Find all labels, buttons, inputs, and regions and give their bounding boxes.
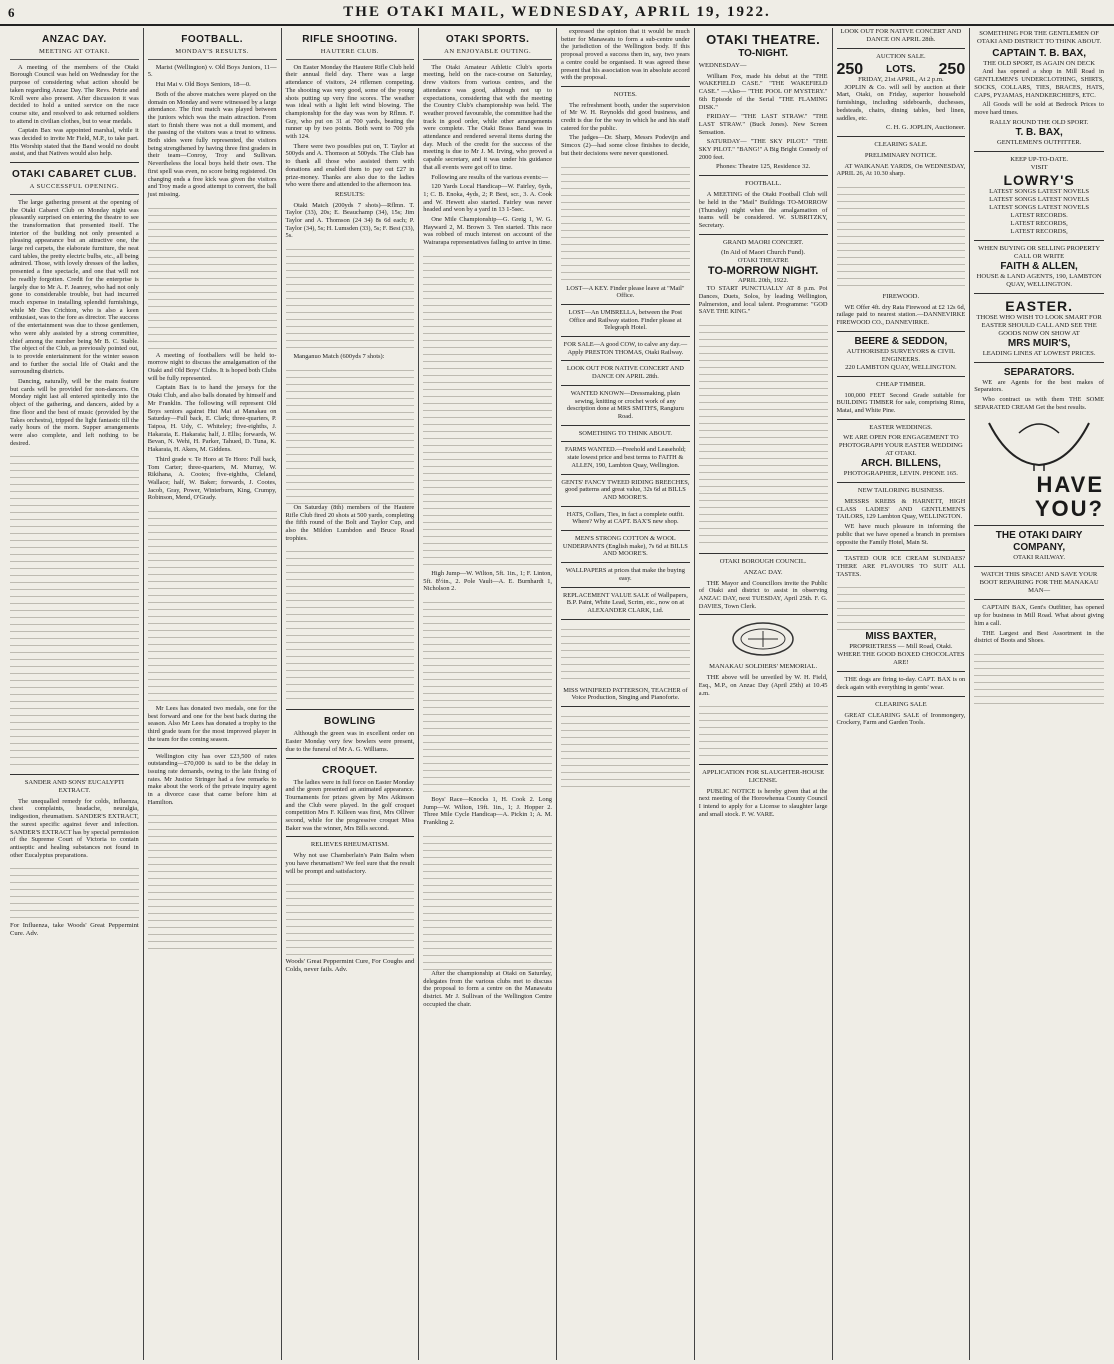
result-line: Marist (Wellington) v. Old Boys Juniors, 11—5. xyxy=(147,63,277,79)
article-text: There were two possibles put on, T. Taylor at 500yds and A. Thomson at 500yds. The Club has to thank all those who assisted them with donations and enabled them to pay out £27 in prize-money. Thanks are also due to the ladies who were there and attended to the afternoon tea. xyxy=(285,142,415,189)
divider xyxy=(837,48,966,49)
divider xyxy=(699,234,828,235)
land-agents: HOUSE & LAND AGENTS, 190, LAMBTON QUAY, WELLINGTON. xyxy=(976,272,1102,288)
subhead-mondays-results: MONDAY'S RESULTS. xyxy=(148,48,277,60)
headline-eucalypti: SANDER AND SONS' EUCALYPTI EXTRACT. xyxy=(24,779,124,795)
outfitter: GENTLEMEN'S OUTFITTER. xyxy=(996,138,1082,146)
headline-clearing-sale-2: CLEARING SALE xyxy=(875,700,927,708)
classified-underpants: MEN'S STRONG COTTON & WOOL UNDERPANTS (English make), 7s 6d at BILLS AND MOORE'S. xyxy=(561,531,690,563)
classified-lost-key: LOST—A KEY. Finder please leave at "Mail" Office. xyxy=(561,281,690,305)
program-text: SATURDAY— "THE SKY PILOT." "THE SKY PILOT." "BANG!" A Big Bright Comedy of 2000 feet. xyxy=(698,138,828,161)
divider xyxy=(837,136,966,137)
headline-football-notice: FOOTBALL. xyxy=(745,180,782,188)
headline-auction-sale: AUCTION SALE. xyxy=(876,53,926,60)
divider xyxy=(699,553,828,554)
headline-otaki-sports: OTAKI SPORTS. xyxy=(445,34,530,45)
classified-hats-collars: HATS, Collars, Ties, in fact a complete outfit. Where? Why at CAPT. BAX'S new shop. xyxy=(561,507,690,531)
article-text: On Saturday (8th) members of the Hautere Rifle Club fired 20 shots at 500 yards, completing the fifth round of the Bolt and Taylor Cup, and also the Mildon Lumbdon and Bruce Road trophies. xyxy=(285,503,415,542)
classified-something-to-think: SOMETHING TO THINK ABOUT. xyxy=(561,426,690,443)
score-table xyxy=(286,545,415,705)
result-line: Hui Mai v. Old Boys Seniors, 18—0. xyxy=(155,81,251,89)
advert-text: TASTED OUR ICE CREAM SUNDAES? THERE ARE FLAVOURS TO SUIT ALL TASTES. xyxy=(836,555,966,578)
surveyors-address: 220 LAMBTON QUAY, WELLINGTON. xyxy=(845,363,957,371)
article-text: Manganuo Match (600yds 7 shots): xyxy=(293,353,385,361)
native-concert-notice: LOOK OUT FOR NATIVE CONCERT AND DANCE ON APRIL 28th. xyxy=(840,28,962,43)
lots-banner xyxy=(836,60,966,78)
divider xyxy=(974,566,1104,567)
returned-soldiers-emblem xyxy=(728,619,798,659)
subhead-enjoyable-outing: AN ENJOYABLE OUTING. xyxy=(423,48,552,60)
article-text: Dancing, naturally, will be the main feature but cards will be provided for non-dancers. On Monday night last all entered spiritedly into the object of the gathering, and dancers, aided by a fine floor and the best of music (provided by the Takes orchestra), tripped the light fantastic till the early hours of the morn. Supper arrangements were also complete, and left nothing to be desired. xyxy=(10,378,139,447)
article-text: expressed the opinion that it would be much better for Manawatu to form a sub-centre under the jurisdiction of the Wellington body. If this proposal proved a success then in, say, two years a centre could be organised. It was agreed these present that his association was in absolute accord with the proposal. xyxy=(561,28,690,82)
divider xyxy=(837,482,966,483)
headline-relieves-rheumatism: RELIEVES RHEUMATISM. xyxy=(310,841,389,849)
headline-rifle-shooting: RIFLE SHOOTING. xyxy=(302,34,398,45)
text-block xyxy=(148,202,277,352)
advert-text: And has opened a shop in Mill Road in GENTLEMEN'S UNDERCLOTHING, SHIRTS, SOCKS, COLLARS, TIES, BRACES, HATS, CAPS, PYJAMAS, HANDKERCHIEFS, ETC. xyxy=(974,68,1104,99)
advert-text: WE have much pleasure in informing the public that we have opened a branch in premises opposite the Family Hotel, Main St. xyxy=(836,523,966,546)
you-text: YOU? xyxy=(1034,496,1104,522)
arch-billens: ARCH. BILLENS, xyxy=(860,458,941,470)
chocolates: WHERE THE GOOD BOXED CHOCOLATES ARE! xyxy=(837,651,965,667)
headline-clearing-sale: CLEARING SALE. xyxy=(874,141,928,149)
divider xyxy=(974,240,1104,241)
article-text: 120 Yards Local Handicap—W. Fairley, 6yds, 1; C. B. Enoka, 4yds, 2; P. Best, scr., 3. A. Cook and W. Hewett also started. Fairley was never headed and won by a yard in 13 1-5sec. xyxy=(423,183,552,214)
column-3 xyxy=(282,28,420,1360)
have-text: HAVE xyxy=(1036,472,1104,498)
article-text: Captain Bax was appointed marshal, while it was decided to invite Mr Field, M.P., to take part. His Worship stated that the Band would no doubt assist, and that Natives would also help. xyxy=(10,127,139,158)
headline-football: FOOTBALL. xyxy=(181,34,243,45)
surveyors-label: AUTHORISED SURVEYORS & CIVIL ENGINEERS. xyxy=(846,347,956,363)
latest-records: LATEST RECORDS. xyxy=(1010,211,1068,219)
notice-text: PUBLIC NOTICE is hereby given that at the next meeting of the Horowhenua County Council I intend to apply for a License to slaughter large and small stock. F. W. VARE. xyxy=(698,787,828,818)
advert-text: The unequalled remedy for colds, influenza, chest complaints, headache, neuralgia, indigestion, rheumatism. SANDER'S EXTRACT, the surest specific against fever and infection. SANDER'S EXTRACT has by special permission of the Supreme Court of Victoria to contain antiseptic and healing substances not found in other Eucalyptus preparations. xyxy=(10,797,139,859)
classified-replacement-sale: REPLACEMENT VALUE SALE of Wallpapers, B.P. Paint, White Lead, Scrim, etc., now on at ALEXANDER CLARK, Ltd. xyxy=(561,588,690,620)
headline-bowling: BOWLING xyxy=(323,716,376,728)
divider xyxy=(10,774,139,775)
divider xyxy=(974,362,1104,363)
score-table xyxy=(286,364,415,504)
newspaper-columns xyxy=(6,28,1108,1360)
text-block xyxy=(423,250,552,570)
headline-cheap-timber: CHEAP TIMBER. xyxy=(876,380,926,388)
latest-records: LATEST RECORDS, xyxy=(1010,219,1068,227)
theatre-phones: Phones: Theatre 125, Residence 32. xyxy=(715,163,811,171)
latest-line: LATEST SONGS LATEST NOVELS xyxy=(989,187,1090,195)
easter-heading: EASTER. xyxy=(1005,297,1073,314)
text-block xyxy=(699,700,828,760)
advert-text: WE Offer 4ft. dry Rata Firewood at £2 12s 6d, railage paid to nearest station.—DANNEVIRKE FIREWOOD CO., DANNEVIRKE. xyxy=(836,303,966,327)
faith-allen: FAITH & ALLEN, xyxy=(1000,260,1078,272)
text-block xyxy=(561,623,690,683)
advert-text: JOPLIN & Co. will sell by auction at their Mart, Otaki, on Friday, superior household furnishings, including sideboards, duchesses, bedsteads, chairs, dining tables, bed linen, saddles, etc. xyxy=(836,83,966,122)
lowrys: LOWRY'S xyxy=(1003,171,1075,188)
auction-date: FRIDAY, 21st APRIL, At 2 p.m. xyxy=(858,75,944,83)
classified-cow-for-sale: FOR SALE—A good COW, to calve any day.—Apply PRESTON THOMAS, Otaki Railway. xyxy=(561,337,690,361)
column-5 xyxy=(557,28,695,1360)
article-text: Captain Bax is to hand the jerseys for the Otaki Club, and also balls donated by himself and Mr Franklin. The following will represent Old Boys seniors against Hui Mai at Manakau on Saturday—Full back, E. Clark; three-quarters, P. Taipoa, H. Udy, C. Whiteley; five-eighths, J. Hakaraia, E. Hakaraia; half, J. Ellis; forwards, W. Bevan, N. Wehi, H. Parker, Tahued, D. Tuna, K. Hakaraia, H. Akers, M. Giddens. xyxy=(147,384,277,454)
headline-slaughterhouse: APPLICATION FOR SLAUGHTER-HOUSE LICENSE. xyxy=(702,769,825,784)
article-text: A meeting of the members of the Otaki Borough Council was held on Wednesday for the purpose of considering what action should be taken regarding Anzac Day. The Revs. Petrie and Kroll were also present. After discussion it was decided to hold a united service on the race course site, and resolved to ask returned soldiers to attend in civilian clothes, but to wear medals. xyxy=(10,63,139,125)
article-text: The ladies were in full force on Easter Monday and the green presented an animated appearance. Tournaments for prizes given by Mrs Atkinson and the Club were played. In the golf croquet competition Mrs F. Killeen was first, Mrs Olliver second, while for the progressive croquet Miss Baker was the winner, Mrs Bills second. xyxy=(285,778,415,832)
article-text: High Jump—W. Wilton, 5ft. 1in., 1; F. Linton, 5ft. 8½in., 2. Pole Vault—A. E. Burnhardt 1, Nicholson 2. xyxy=(423,569,552,593)
article-text: Following are results of the various events:— xyxy=(431,173,549,181)
subhead-preliminary: PRELIMINARY NOTICE. xyxy=(864,151,937,159)
advert-text: 100,000 FEET Second Grade suitable for BUILDING TIMBER for sale, comprising Rimu, Matai, and White Pine. xyxy=(836,391,966,414)
notice-text: A MEETING of the Otaki Football Club will be held in the "Mail" Buildings TO-MORROW (Thursday) night when the amalgamation of teams will be considered. W. SUBRITZKY, Secretary. xyxy=(698,191,828,229)
article-text: The Otaki Amateur Athletic Club's sports meeting, held on the race-course on Saturday, drew visitors from various centres, and the attendance was good, although not up to expectations, considering that with the meeting the Country Club's championship was held. The weather proved favourable, the committee had the track in good order, while other arrangements were complete. The Otaki Brass Band was in attendance and rendered several items during the day. Much of the credit for the success of the meeting is due to Mr J. M. Irving, who proved a capable secretary, and it was under his guidance that all events were got off to time. xyxy=(423,63,552,171)
divider xyxy=(699,175,828,176)
rally-round: RALLY ROUND THE OLD SPORT. xyxy=(989,118,1089,126)
subhead-anzac: ANZAC DAY. xyxy=(743,568,783,576)
headline-croquet: CROQUET. xyxy=(322,764,378,776)
footer-advert: Woods' Great Peppermint Cure, For Coughs and Colds, never fails. Adv. xyxy=(285,958,415,974)
masthead xyxy=(0,0,1114,26)
text-block xyxy=(10,862,139,922)
tb-bax: T. B. BAX, xyxy=(1015,126,1063,138)
concert-aid: (In Aid of Maori Church Fund). xyxy=(721,249,806,257)
visit-label: VISIT xyxy=(1030,163,1048,171)
classified-wanted-known: WANTED KNOWN—Dressmaking, plain sewing, knitting or crochet work of any description done at MRS SMITH'S, Rangiuru Road. xyxy=(561,386,690,426)
divider xyxy=(974,599,1104,600)
mrs-muirs: MRS MUIR'S, xyxy=(1007,337,1071,349)
text-block xyxy=(837,581,966,631)
advert-text: CAPTAIN BAX, Gent's Outfitter, has opened up for business in Mill Road. What about giving him a call. xyxy=(974,604,1104,627)
advert-text: AT WAIKANAE YARDS, On WEDNESDAY, APRIL 26, At 10.30 sharp. xyxy=(836,162,966,178)
advert-text: Who contract us with them THE SOME SEPARATED CREAM Get the best results. xyxy=(974,396,1104,411)
lot-count-right: 250 xyxy=(938,60,966,78)
divider xyxy=(148,748,277,749)
text-block xyxy=(561,710,690,790)
day-label-wednesday: WEDNESDAY— xyxy=(698,62,747,69)
classified-wallpapers: WALLPAPERS at prices that make the buying easy. xyxy=(561,563,690,587)
subhead-meeting: MEETING AT OTAKI. xyxy=(10,48,139,60)
keep-up-to-date: KEEP UP-TO-DATE. xyxy=(1010,155,1069,163)
column-1 xyxy=(6,28,144,1360)
divider xyxy=(974,151,1104,152)
beere-seddon: BEERE & SEDDON, xyxy=(854,335,948,347)
article-text: Third grade v. Te Horo at Te Horo: Full back, Tom Carter; three-quarters, M. Murray, W. Rikihana, A. Cootes; five-eighths, Cleland, Wallace; half, W. Baker; forwards, J. Cootes, Jacob, Gray, Power, Winterburn, King, Crumpy, Robinson, Mend, O'Grady. xyxy=(147,455,277,502)
headline-firewood: FIREWOOD. xyxy=(882,293,920,301)
divider xyxy=(837,376,966,377)
old-sport: THE OLD SPORT, IS AGAIN ON DECK xyxy=(983,60,1095,68)
divider xyxy=(837,671,966,672)
advert-text: THE Largest and Best Assortment in the district of Boots and Shoes. xyxy=(974,629,1104,645)
subhead-results: RESULTS: xyxy=(334,190,365,198)
headline-anzac-day: ANZAC DAY. xyxy=(42,34,107,45)
divider xyxy=(837,550,966,551)
notice-text: THE above will be unveiled by W. H. Field, Esq., M.P., on Anzac Day (April 25th) at 10.45 a.m. xyxy=(698,674,828,697)
article-text: After the championship at Otaki on Saturday, delegates from the various clubs met to discuss the proposal to form a centre on the Manawatu district. Mr J. Sullivan of the Wellington Centre occupied the chair. xyxy=(423,969,552,1008)
column-7 xyxy=(833,28,971,1360)
column-4 xyxy=(419,28,557,1360)
advert-text: THE dogs are firing to-day. CAPT. BAX is on deck again with everything in gents' wear. xyxy=(836,676,966,692)
headline-maori-concert: GRAND MAORI CONCERT. xyxy=(722,238,804,246)
photographer-label: PHOTOGRAPHER, LEVIN. PHONE 165. xyxy=(843,470,958,478)
headline-manakau-memorial: MANAKAU SOLDIERS' MEMORIAL. xyxy=(709,663,818,671)
proprietress: PROPRIETRESS — Mill Road, Otaki. xyxy=(849,643,953,651)
lots-label: LOTS. xyxy=(886,63,916,75)
subhead-opening: A SUCCESSFUL OPENING. xyxy=(10,183,139,195)
latest-line: LATEST SONGS LATEST NOVELS xyxy=(989,195,1090,203)
divider xyxy=(974,293,1104,294)
text-block xyxy=(423,830,552,970)
buying-selling: WHEN BUYING OR SELLING PROPERTY CALL OR WRITE xyxy=(978,244,1101,260)
otaki-railway: OTAKI RAILWAY. xyxy=(1013,554,1065,562)
headline-easter-weddings: EASTER WEDDINGS. xyxy=(869,423,933,431)
programme-list xyxy=(699,319,828,549)
column-2 xyxy=(144,28,282,1360)
footer-advert: For Influenza, take Woods' Great Peppermint Cure. Adv. xyxy=(10,922,139,938)
page-number: 6 xyxy=(8,5,16,20)
article-text: Although the green was in excellent order on Easter Monday very few bowlers were present, due to the funeral of Mr A. G. Williams. xyxy=(285,730,415,753)
divider xyxy=(837,419,966,420)
tomorrow-night-heading: TO-MORROW NIGHT. xyxy=(707,265,819,278)
article-text: On Easter Monday the Hautere Rifle Club held their annual field day. There was a large attendance of visitors, 24 riflemen competing. The shooting was very good, some of the young shots putting up very fine scores. The weather was ideal with a light left wind blowing. The championship for the day was won by Rflmn. F. Guy, who put on 31 at 700 yards, beating the runner up by two points. Both went to 700 yds with 124. xyxy=(285,63,415,141)
separators-heading: SEPARATORS. xyxy=(1003,366,1075,378)
subhead-hautere-club: HAUTERE CLUB. xyxy=(286,48,415,60)
article-text: The judges—Dr. Sharp, Messrs Podevijn and Simcox (2)—had some close finishes to decide, but their decisions were never questioned. xyxy=(561,134,690,157)
weddings-text: WE ARE OPEN FOR ENGAGEMENT TO PHOTOGRAPH YOUR EASTER WEDDING AT OTAKI. xyxy=(838,434,963,458)
article-text: Both of the above matches were played on the domain on Monday and were witnessed by a large attendance. The first match was played between the juniors which was the main attraction. From start to finish there was not a dull moment, and the passing of the visitors was a treat to witness. Both sides were fully represented, the visitors being strengthened by having three first graders in their team—Conroy, Troy and Sullivan. Nevertheless the local boys held their own. The first spell was even, no score being registered. On changing ends a free kick was given the visitors and Troy made a good attempt to convert, the ball just missing. xyxy=(147,90,277,198)
advert-text: WE are Agents for the best makes of Separators. xyxy=(974,378,1104,394)
headline-tailoring: NEW TAILORING BUSINESS. xyxy=(857,487,944,495)
advert-text: MESSRS KREBS & HARNETT, HIGH CLASS LADIES' AND GENTLEMEN'S TAILORS, 129 Lambton Quay, WELLINGTON. xyxy=(836,498,966,521)
headline-cabaret-club: OTAKI CABARET CLUB. xyxy=(11,169,137,181)
divider xyxy=(10,162,139,163)
article-text: Mr Lees has donated two medals, one for the best forward and one for the best back during the season. Also Mr Lees has donated a trophy to the third grade team for the most improved player in the team for the coming season. xyxy=(147,705,277,743)
classified-native-concert: LOOK OUT FOR NATIVE CONCERT AND DANCE ON APRIL 28th. xyxy=(561,361,690,385)
newspaper-title: THE OTAKI MAIL, WEDNESDAY, APRIL 19, 1922. xyxy=(343,4,771,20)
auctioneer: C. H. G. JOPLIN, Auctioneer. xyxy=(885,124,966,132)
divider xyxy=(286,709,415,710)
trophy-icon xyxy=(979,413,1099,471)
concert-date: APRIL 20th, 1922. xyxy=(737,277,789,285)
headline-notes: NOTES. xyxy=(613,90,637,98)
program-text: William Fox, made his debut at the "THE WAKEFIELD CASE." "THE WAKEFIELD CASE." —Also— "THE POOL OF MYSTERY." 6th Episode of the Serial "THE FLAMING DISK." xyxy=(698,72,828,111)
divider xyxy=(837,696,966,697)
article-text: Otaki Match (200yds 7 shots)—Rflmn. T. Taylor (33), 20s; E. Beauchamp (34), 15s; Jim Taylor and A. Thomson (24 34) 8s 6d each; P. Taylor (34), 5s; H. Lumsden (33), 5s; F. Best (33), 5s. xyxy=(285,201,415,240)
classified-teacher: MISS WINIFRED PATTERSON, TEACHER of Voice Production, Singing and Pianoforte. xyxy=(561,683,690,707)
divider xyxy=(286,758,415,759)
article-text: The large gathering present at the opening of the Otaki Cabaret Club on Monday night was pleasantly surprised on entering the theatre to see the transformation that presented itself. The interior of the building not only presented a pleasing appearance but an attractive one, the large red carpets, the elaborate furniture, the neat card tables, the pretty electric bulbs, etc., all being admired. Those, with lovely dresses of the ladies, presented a fine spectacle, and one that will not be readily forgotten. Credit for the enterprise is largely due to Mr A. F. Jeanrey, who had not only gone to considerable trouble, but had incurred much expense in installing splendid furnishings, while Mr Des Crichton, who is also a keen enthusiast, was to the fore as director. The success of the entertainment was due to those gentlemen, who were ably assisted by a strong committee, chief among the number being Mr B. C. Stable. The object of the Club, as previously pointed out, is to provide entertainment for the winter season and to further the social life of Otaki and the surrounding districts. xyxy=(10,198,139,376)
miss-baxter: MISS BAXTER, xyxy=(865,631,937,643)
easter-text: THOSE WHO WISH TO LOOK SMART FOR EASTER SHOULD CALL AND SEE THE GOODS NOW ON SHOW AT xyxy=(976,313,1102,337)
column-8 xyxy=(970,28,1108,1360)
tonight-heading: TO-NIGHT. xyxy=(738,48,789,59)
divider xyxy=(699,764,828,765)
text-block xyxy=(974,648,1104,708)
stock-list xyxy=(837,181,966,291)
article-text: The refreshment booth, under the supervision of Mr W. H. Reynolds did good business, and credit is due for the way in which he and his staff catered for the public. xyxy=(561,101,690,132)
otaki-dairy: THE OTAKI DAIRY COMPANY, xyxy=(995,530,1083,554)
classified-farms-wanted: FARMS WANTED.—Freehold and Leasehold; state lowest price and best terms to FAITH & ALLEN, 190, Lambton Quay, Wellington. xyxy=(561,442,690,474)
text-block xyxy=(286,243,415,353)
text-block xyxy=(10,450,139,770)
notice-text: THE Mayor and Councillors invite the Public of Otaki and district to assist in observing ANZAC DAY, next TUESDAY, April 25th. F. G. DAVIES, Town Clerk. xyxy=(698,579,828,610)
latest-records: LATEST RECORDS, xyxy=(1010,227,1068,235)
leading-lines: LEADING LINES AT LOWEST PRICES. xyxy=(982,349,1096,357)
text-block xyxy=(148,809,277,949)
column-6 xyxy=(695,28,833,1360)
text-block xyxy=(561,161,690,281)
divider xyxy=(837,331,966,332)
divider xyxy=(699,614,828,615)
advert-text: All Goods will be sold at Bedrock Prices to move hard times. xyxy=(974,101,1104,116)
latest-line: LATEST SONGS LATEST NOVELS xyxy=(989,203,1090,211)
classified-riding-breeches: GENTS' FANCY TWEED RIDING BREECHES, good patterns and great value, 32s 6d at BILLS AND MOORE'S. xyxy=(561,475,690,507)
headline-something-for-gentlemen: SOMETHING FOR THE GENTLEMEN OF OTAKI AND DISTRICT TO THINK ABOUT. xyxy=(977,30,1102,45)
concert-venue: OTAKI THEATRE xyxy=(737,257,789,265)
program-text: TO START PUNCTUALLY AT 8 p.m. Poi Dances, Duets, Solos, by leading Wellington, Palmerston, and local talent. Programme: "GOD SAVE THE KING." xyxy=(698,285,828,316)
lot-count-left: 250 xyxy=(836,60,864,78)
article-text: One Mile Championship—G. Greig 1, W. G. Hayward 2, M. Brown 3. Ten started. This race was robbed of much interest on account of the Wairarapa representatives failing to arrive in time. xyxy=(423,216,552,247)
divider xyxy=(974,525,1104,526)
watch-this-space: WATCH THIS SPACE! AND SAVE YOUR BOOT REPAIRING FOR THE MANAKAU MAN— xyxy=(979,571,1099,595)
divider xyxy=(286,836,415,837)
article-text: Boys' Race—Knocks 1, H. Cook 2. Long Jump—W. Wilton, 19ft. 1in., 1; J. Hopper 2. Three Mile Cycle Handicap—A. Pickin 1; A. M. Frankling 2. xyxy=(423,795,552,827)
advert-text: GREAT CLEARING SALE of Ironmongery, Crockery, Farm and Garden Tools. xyxy=(836,711,966,727)
divider xyxy=(561,86,690,87)
advert-text: Why not use Chamberlain's Pain Balm when you have rheumatism? We feel sure that the result will be prompt and satisfactory. xyxy=(285,852,415,875)
text-block xyxy=(148,505,277,705)
program-text: FRIDAY— "THE LAST STRAW." "THE LAST STRAW." (Buck Jones). New Screen Sensation. xyxy=(698,113,828,136)
article-text: Wellington city has over £23,500 of rates outstanding—£70,000 is said to be the delay in issuing rate demands, owing to the late fixing of rates. Mr Justice Stringer had a few remarks to make about the work of the private inquiry agent in a divorce case that came before him at Hamilton. xyxy=(147,752,277,806)
classified-lost-umbrella: LOST—An UMBRELLA, between the Post Office and Railway station. Finder please at Telegraph Hotel. xyxy=(561,305,690,337)
headline-borough-council: OTAKI BOROUGH COUNCIL. xyxy=(719,558,807,566)
headline-otaki-theatre: OTAKI THEATRE. xyxy=(706,32,821,47)
text-block xyxy=(423,596,552,796)
article-text: A meeting of footballers will be held to-morrow night to discuss the amalgamation of the Otaki and Old Boys' Clubs. It is hoped both Clubs will be fully represented. xyxy=(147,351,277,382)
captain-bax: CAPTAIN T. B. BAX, xyxy=(992,48,1086,60)
text-block xyxy=(286,878,415,958)
